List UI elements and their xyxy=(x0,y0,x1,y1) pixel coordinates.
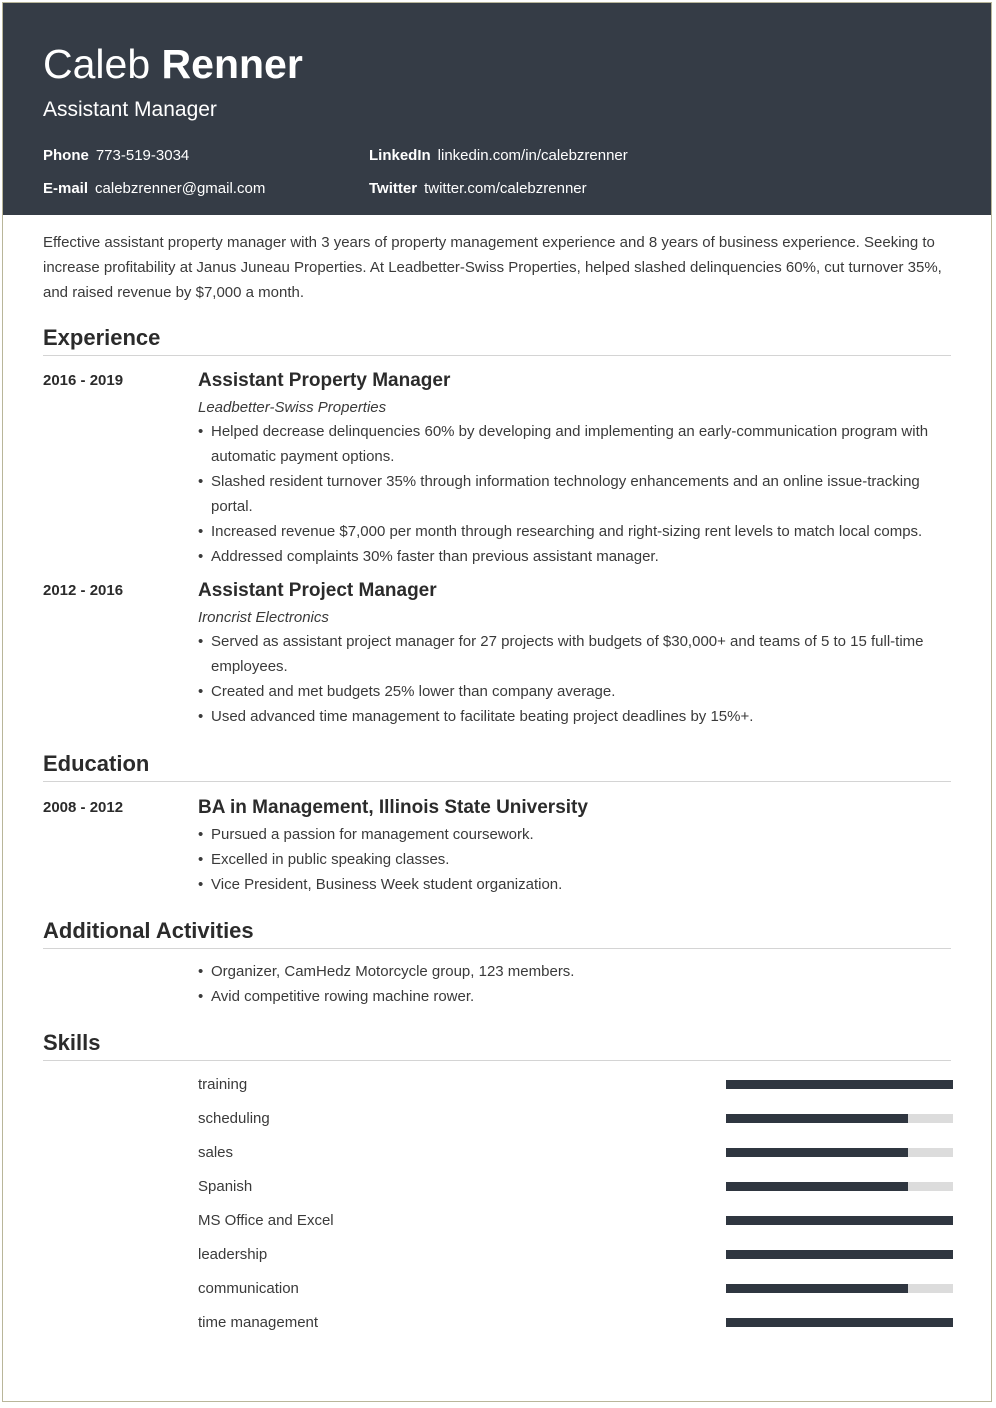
entry-role: Assistant Property Manager xyxy=(198,370,451,391)
bullet-item: • Vice President, Business Week student organization. xyxy=(198,872,951,897)
skill-level-bar xyxy=(726,1114,953,1123)
bullet-item: • Addressed complaints 30% faster than previous assistant manager. xyxy=(198,544,951,569)
bullet-item: • Slashed resident turnover 35% through information technology enhancements and an online issue-tracking portal. xyxy=(198,469,951,519)
contact-email xyxy=(43,179,265,199)
resume-page xyxy=(2,2,992,1402)
skill-level-fill xyxy=(726,1182,908,1191)
skill-row xyxy=(43,1173,951,1207)
bullet-item: • Increased revenue $7,000 per month through researching and right-sizing rent levels to match local comps. xyxy=(198,519,951,544)
skill-row xyxy=(43,1275,951,1309)
contact-info xyxy=(43,143,943,213)
skill-level-fill xyxy=(726,1114,908,1123)
skill-row xyxy=(43,1139,951,1173)
skill-row xyxy=(43,1207,951,1241)
phone-value: 773-519-3034 xyxy=(95,147,190,164)
experience-entry xyxy=(43,369,951,569)
resume-header xyxy=(3,3,991,215)
education-entry xyxy=(43,796,951,897)
activities-list xyxy=(43,959,951,1009)
skill-level-bar xyxy=(726,1284,953,1293)
last-name: Renner xyxy=(161,41,303,87)
skill-row xyxy=(43,1309,951,1343)
contact-phone xyxy=(43,146,189,166)
entry-role: Assistant Project Manager xyxy=(198,580,437,601)
skills-list xyxy=(43,1071,951,1343)
skill-name: leadership xyxy=(198,1246,268,1263)
bullet-item: • Served as assistant project manager for 27 projects with budgets of $30,000+ and teams of 5 to 15 full-time employees. xyxy=(198,629,951,679)
skill-level-bar xyxy=(726,1148,953,1157)
entry-company: Leadbetter-Swiss Properties xyxy=(198,399,387,416)
contact-linkedin xyxy=(369,146,628,166)
skill-level-fill xyxy=(726,1148,908,1157)
skill-name: sales xyxy=(198,1144,234,1161)
skill-name: training xyxy=(198,1076,248,1093)
skill-row xyxy=(43,1071,951,1105)
skill-level-fill xyxy=(726,1318,953,1327)
skill-level-fill xyxy=(726,1080,953,1089)
activity-item: • Avid competitive rowing machine rower. xyxy=(198,984,951,1009)
skill-name: communication xyxy=(198,1280,299,1297)
entry-bullets xyxy=(198,629,951,729)
skill-level-fill xyxy=(726,1284,908,1293)
skills-heading: Skills xyxy=(43,1030,951,1061)
bullet-item: • Created and met budgets 25% lower than company average. xyxy=(198,679,951,704)
skill-level-bar xyxy=(726,1182,953,1191)
bullet-item: • Used advanced time management to facilitate beating project deadlines by 15%+. xyxy=(198,704,951,729)
experience-heading: Experience xyxy=(43,325,951,356)
email-label: E-mail xyxy=(43,180,89,197)
bullet-item: • Pursued a passion for management coursework. xyxy=(198,822,951,847)
skill-name: MS Office and Excel xyxy=(198,1212,334,1229)
email-value[interactable]: calebzrenner@gmail.com xyxy=(95,180,266,197)
skill-row xyxy=(43,1241,951,1275)
skill-level-bar xyxy=(726,1318,953,1327)
linkedin-value[interactable]: linkedin.com/in/calebzrenner xyxy=(437,147,628,164)
contact-twitter xyxy=(369,179,587,199)
bullet-item: • Excelled in public speaking classes. xyxy=(198,847,951,872)
entry-dates: 2016 - 2019 xyxy=(43,372,124,389)
entry-degree: BA in Management, Illinois State University xyxy=(198,797,588,818)
bullet-item: • Helped decrease delinquencies 60% by developing and implementing an early-communication program with automatic payment options. xyxy=(198,419,951,469)
phone-label: Phone xyxy=(43,147,89,164)
skill-level-fill xyxy=(726,1216,953,1225)
entry-company: Ironcrist Electronics xyxy=(198,609,329,626)
activities-bullets xyxy=(198,959,951,1009)
skill-row xyxy=(43,1105,951,1139)
activity-item: • Organizer, CamHedz Motorcycle group, 123 members. xyxy=(198,959,951,984)
twitter-label: Twitter xyxy=(369,180,418,197)
education-heading: Education xyxy=(43,751,951,782)
skill-name: scheduling xyxy=(198,1110,270,1127)
first-name: Caleb xyxy=(43,41,151,87)
skill-level-bar xyxy=(726,1250,953,1259)
skill-name: time management xyxy=(198,1314,319,1331)
entry-dates: 2008 - 2012 xyxy=(43,799,124,816)
experience-entry xyxy=(43,579,951,729)
skill-level-fill xyxy=(726,1250,953,1259)
twitter-value[interactable]: twitter.com/calebzrenner xyxy=(424,180,587,197)
activities-heading: Additional Activities xyxy=(43,918,951,949)
skill-level-bar xyxy=(726,1080,953,1089)
entry-bullets xyxy=(198,822,951,897)
job-title: Assistant Manager xyxy=(43,98,217,121)
skill-level-bar xyxy=(726,1216,953,1225)
skill-name: Spanish xyxy=(198,1178,253,1195)
entry-bullets xyxy=(198,419,951,569)
candidate-name xyxy=(43,40,951,88)
entry-dates: 2012 - 2016 xyxy=(43,582,124,599)
linkedin-label: LinkedIn xyxy=(369,147,431,164)
resume-body xyxy=(3,230,991,1343)
summary: Effective assistant property manager with 3 years of property management experience and 8 years of business experience. Seeking to increase profitability at Janus Juneau Properties. At Leadbetter-Swiss Properties, helped slashed delinquencies 60%, cut turnover 35%, and raised revenue by $7,000 a month. xyxy=(43,234,942,301)
